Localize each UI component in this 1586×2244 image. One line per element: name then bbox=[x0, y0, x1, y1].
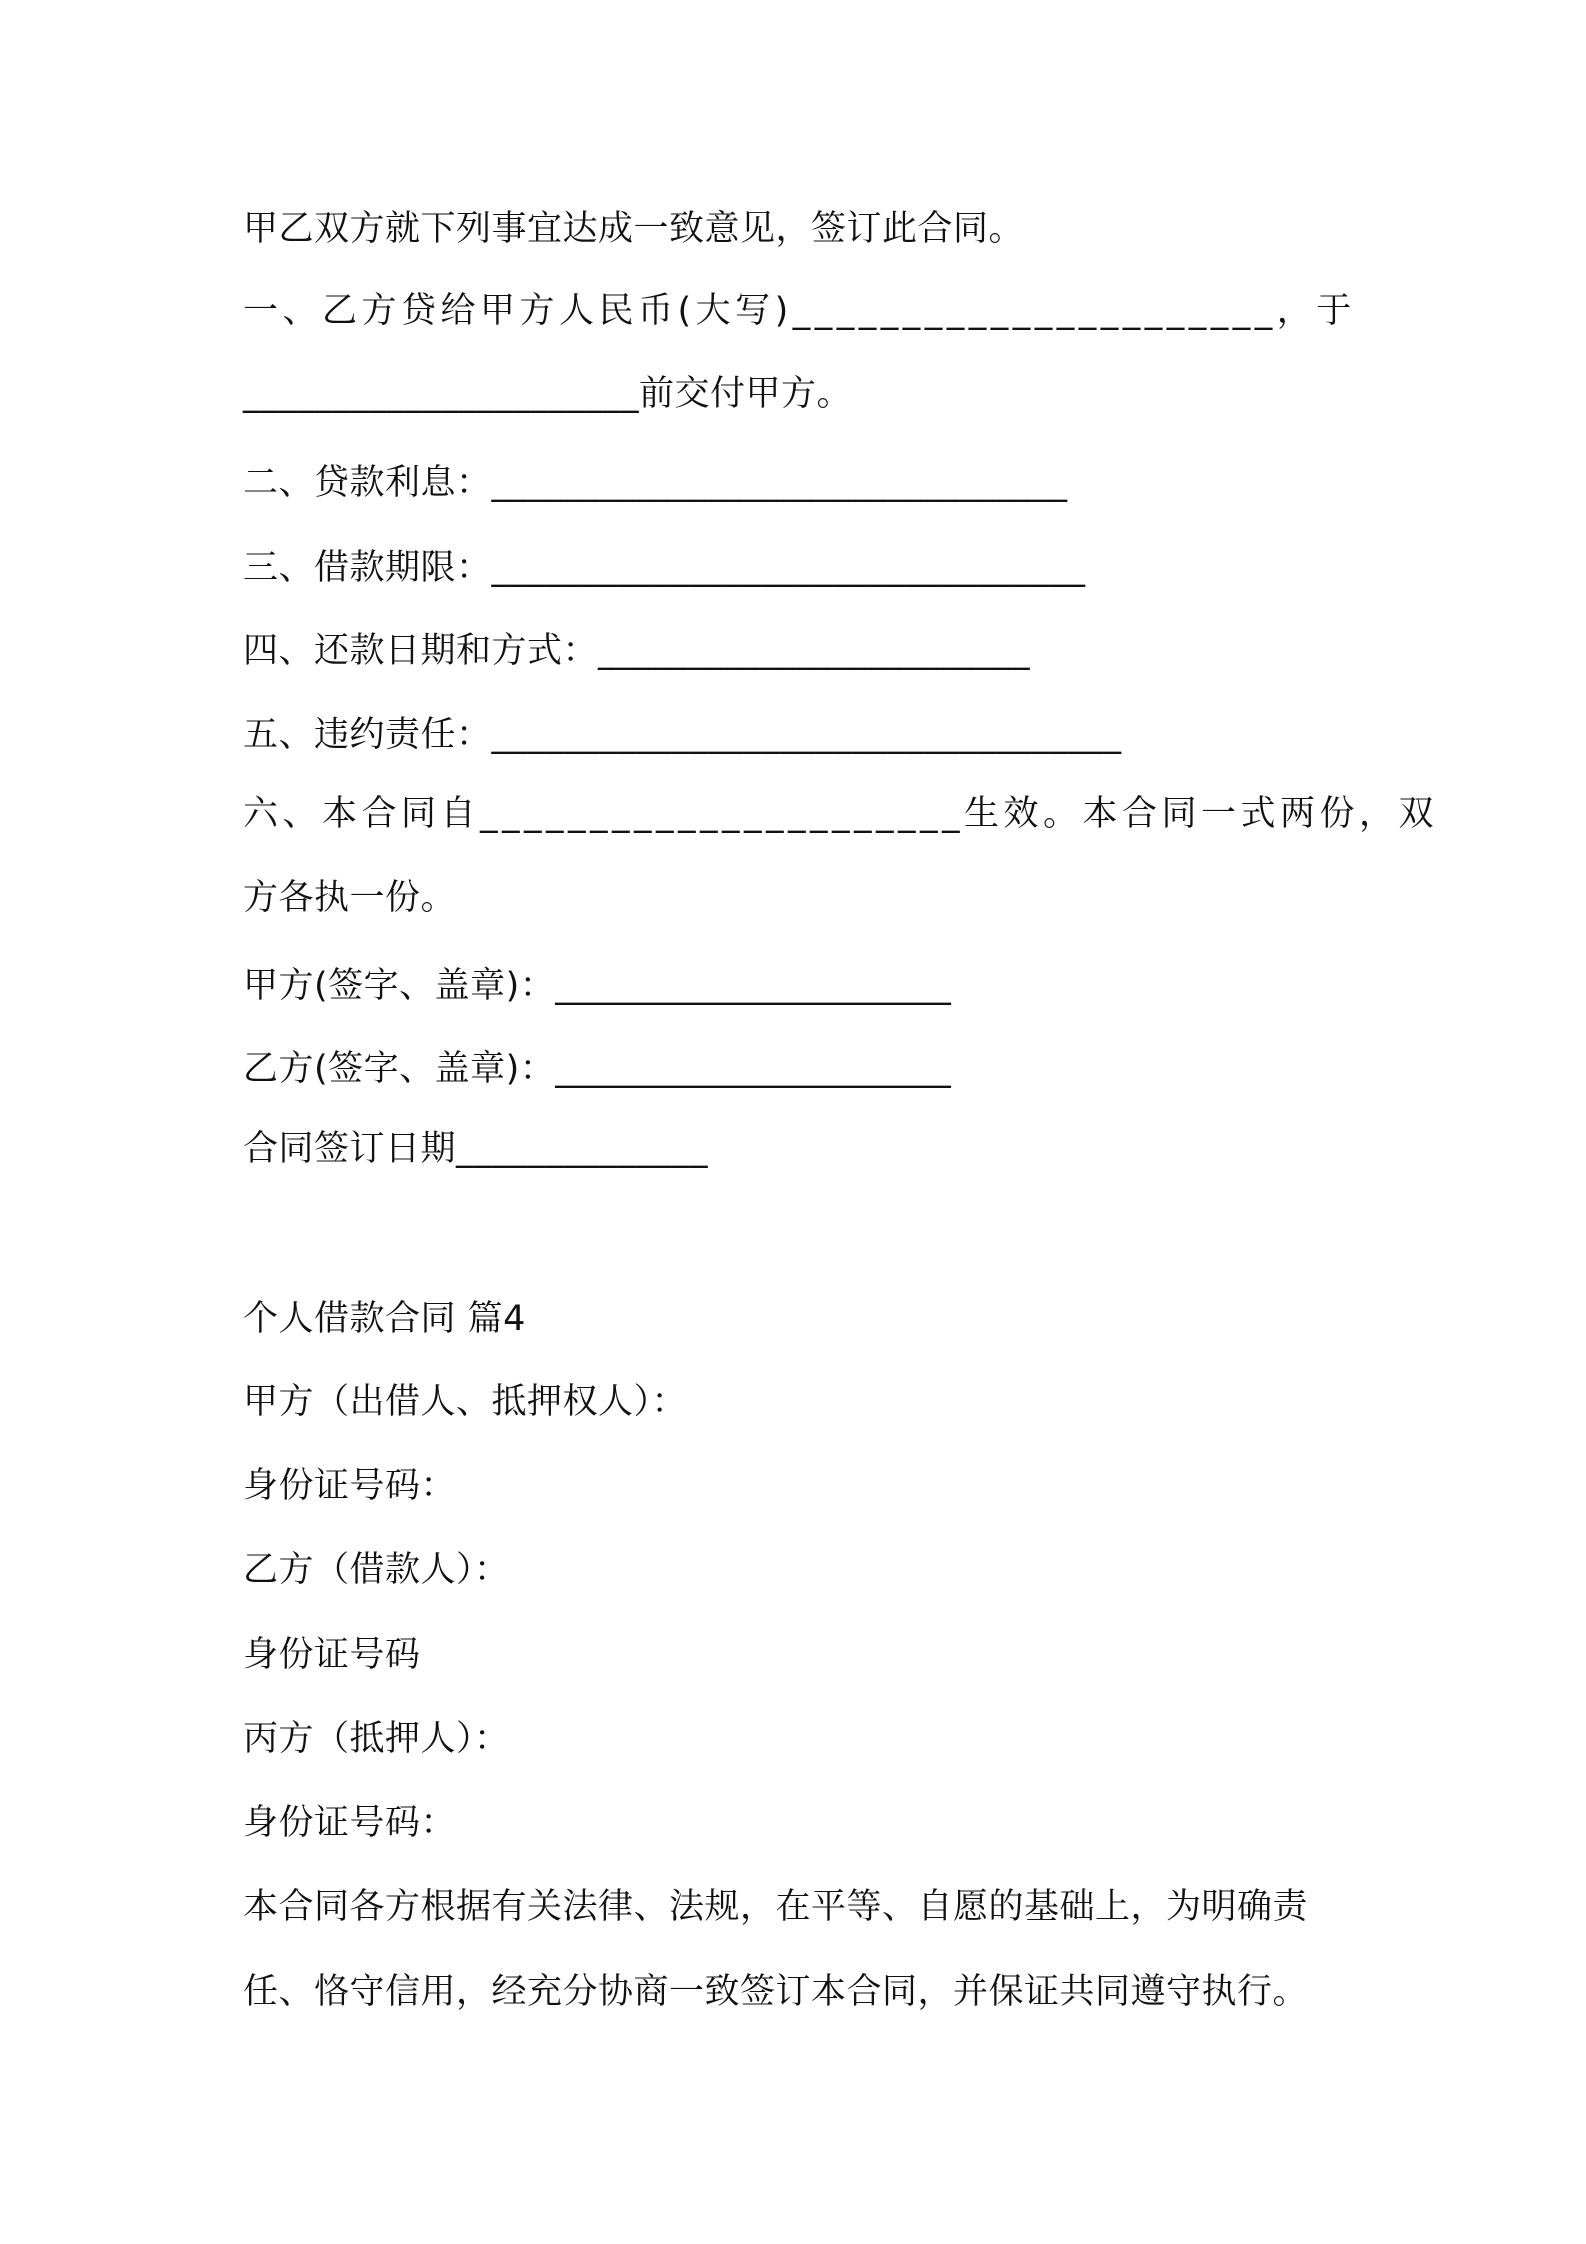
party-b-line: 乙方（借款人）： bbox=[243, 1550, 510, 1590]
preamble-line-2: 任、恪守信用，经充分协商一致签订本合同，并保证共同遵守执行。 bbox=[243, 1972, 1309, 2012]
clause-1-line-2: ______________________前交付甲方。 bbox=[243, 374, 853, 414]
party-a-id-line: 身份证号码： bbox=[243, 1466, 457, 1506]
clause-1-line-1: 一、乙方贷给甲方人民币(大写)______________________，于 bbox=[243, 291, 1356, 331]
party-b-id-line: 身份证号码 bbox=[243, 1635, 421, 1675]
party-a-signature-line: 甲方(签字、盖章)：______________________ bbox=[243, 966, 952, 1006]
clause-4-line: 四、还款日期和方式：________________________ bbox=[243, 631, 1031, 671]
section-heading: 个人借款合同 篇4 bbox=[243, 1299, 526, 1339]
party-c-id-line: 身份证号码： bbox=[243, 1803, 457, 1843]
preamble-line-1: 本合同各方根据有关法律、法规，在平等、自愿的基础上，为明确责 bbox=[243, 1887, 1309, 1927]
signing-date-line: 合同签订日期______________ bbox=[243, 1129, 709, 1169]
intro-line: 甲乙双方就下列事宜达成一致意见，签订此合同。 bbox=[243, 209, 1025, 249]
clause-6-line-1: 六、本合同自______________________生效。本合同一式两份，双 bbox=[243, 794, 1439, 834]
party-b-signature-line: 乙方(签字、盖章)：______________________ bbox=[243, 1049, 952, 1089]
party-a-line: 甲方（出借人、抵押权人）： bbox=[243, 1382, 688, 1422]
clause-2-line: 二、贷款利息：________________________________ bbox=[243, 463, 1068, 503]
clause-3-line: 三、借款期限：_________________________________ bbox=[243, 548, 1086, 588]
clause-6-line-2: 方各执一份。 bbox=[243, 878, 457, 918]
clause-5-line: 五、违约责任：___________________________________ bbox=[243, 715, 1122, 755]
party-c-line: 丙方（抵押人）： bbox=[243, 1719, 510, 1759]
